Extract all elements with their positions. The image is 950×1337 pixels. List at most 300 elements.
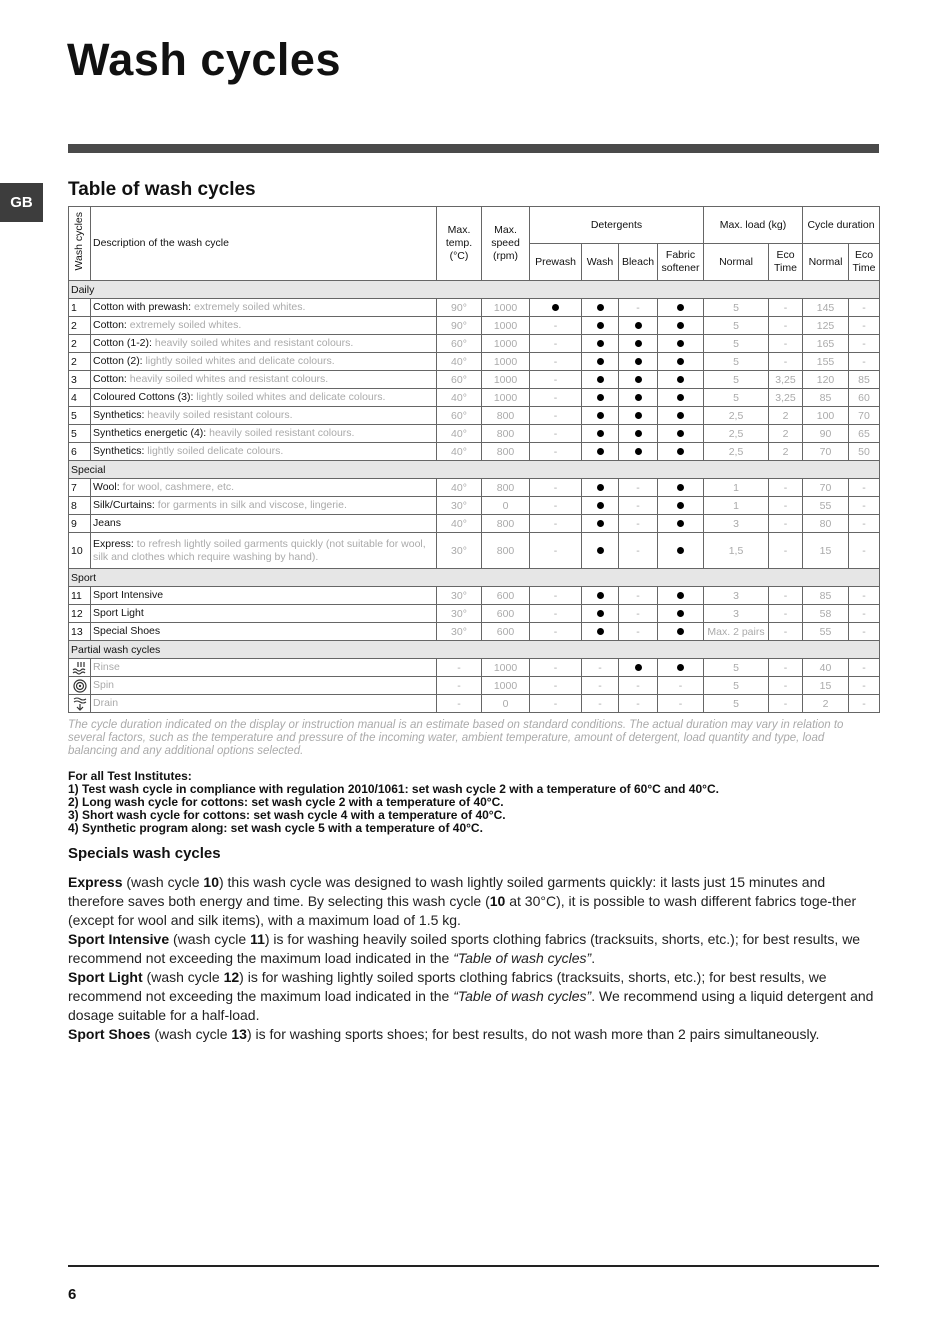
duration-normal: 85: [803, 587, 849, 605]
load-normal: 5: [704, 317, 769, 335]
load-eco: 3,25: [769, 389, 803, 407]
load-normal: 2,5: [704, 425, 769, 443]
page-number: 6: [68, 1286, 77, 1303]
dot-marker: [597, 394, 604, 401]
load-normal: 3: [704, 515, 769, 533]
fabric-softener: [658, 623, 704, 641]
load-eco: -: [769, 299, 803, 317]
load-eco: -: [769, 677, 803, 695]
drain-icon: [69, 695, 91, 713]
header-duration-normal: Normal: [803, 244, 849, 281]
category-label: Daily: [69, 281, 880, 299]
cycle-number: 7: [69, 479, 91, 497]
dot-marker: [677, 484, 684, 491]
test-institutes: [68, 770, 876, 835]
dot-marker: [635, 394, 642, 401]
bleach: -: [619, 695, 658, 713]
header-duration-eco: Eco Time: [849, 244, 880, 281]
prewash: -: [530, 335, 582, 353]
dot-marker: [597, 448, 604, 455]
wash: [582, 299, 619, 317]
institutes-heading: For all Test Institutes:: [68, 769, 192, 783]
bleach: [619, 389, 658, 407]
duration-eco: -: [849, 587, 880, 605]
cycle-description: Synthetics energetic (4): heavily soiled resistant colours.: [91, 425, 437, 443]
dot-marker: [677, 502, 684, 509]
dot-marker: [677, 628, 684, 635]
cycle-number: 6: [69, 443, 91, 461]
duration-normal: 85: [803, 389, 849, 407]
section-title: Table of wash cycles: [68, 179, 256, 200]
express-paragraph: Express (wash cycle 10) this wash cycle was designed to wash lightly soiled garments quickly: it lasts just 15 minutes and therefore saves both energy and time. By selecting this wash cycle (10 at 30°C), it is possible to wash different fabrics toge-ther (except for wool and silk items), with a maximum load of 1.5 kg.: [68, 874, 857, 928]
load-eco: -: [769, 623, 803, 641]
wash: [582, 443, 619, 461]
duration-normal: 145: [803, 299, 849, 317]
duration-eco: -: [849, 497, 880, 515]
wash: [582, 317, 619, 335]
cycle-description: Cotton (2): lightly soiled whites and delicate colours.: [91, 353, 437, 371]
cycle-description: Synthetics: heavily soiled resistant colours.: [91, 407, 437, 425]
dot-marker: [597, 412, 604, 419]
prewash: -: [530, 623, 582, 641]
load-normal: 5: [704, 371, 769, 389]
table-row: [69, 533, 880, 569]
max-temp: 40°: [437, 515, 482, 533]
wash: [582, 533, 619, 569]
max-temp: -: [437, 659, 482, 677]
dot-marker: [677, 304, 684, 311]
institutes-item: 3) Short wash cycle for cottons: set wash cycle 4 with a temperature of 40°C.: [68, 808, 506, 822]
fabric-softener: [658, 335, 704, 353]
duration-eco: 60: [849, 389, 880, 407]
cycle-description: Special Shoes: [91, 623, 437, 641]
duration-eco: -: [849, 659, 880, 677]
duration-normal: 15: [803, 677, 849, 695]
load-eco: -: [769, 335, 803, 353]
max-temp: 60°: [437, 407, 482, 425]
table-row: [69, 605, 880, 623]
dot-marker: [677, 412, 684, 419]
fabric-softener: [658, 443, 704, 461]
fabric-softener: [658, 425, 704, 443]
duration-normal: 70: [803, 443, 849, 461]
specials-body: [68, 873, 878, 1044]
table-row: [69, 479, 880, 497]
duration-eco: -: [849, 515, 880, 533]
category-row: [69, 569, 880, 587]
wash: [582, 623, 619, 641]
table-row: [69, 659, 880, 677]
prewash: -: [530, 659, 582, 677]
duration-eco: -: [849, 677, 880, 695]
bleach: -: [619, 497, 658, 515]
dot-marker: [677, 340, 684, 347]
wash: -: [582, 677, 619, 695]
table-row: [69, 443, 880, 461]
duration-normal: 2: [803, 695, 849, 713]
bleach: -: [619, 533, 658, 569]
prewash: -: [530, 605, 582, 623]
duration-normal: 125: [803, 317, 849, 335]
duration-eco: -: [849, 317, 880, 335]
sport-light-paragraph: Sport Light (wash cycle 12) is for washing lightly soiled sports clothing fabrics (tracksuits, shorts, etc.); for best results, we recommend not exceeding the maximum load indicated in the “Table of wash cycles”. We recommend using a liquid detergent and dosage suitable for a half-load.: [68, 969, 874, 1023]
cycle-description: Cotton with prewash: extremely soiled whites.: [91, 299, 437, 317]
duration-normal: 90: [803, 425, 849, 443]
duration-eco: 65: [849, 425, 880, 443]
load-eco: 3,25: [769, 371, 803, 389]
prewash: -: [530, 371, 582, 389]
cycle-description: Sport Light: [91, 605, 437, 623]
max-temp: 40°: [437, 425, 482, 443]
load-normal: 3: [704, 605, 769, 623]
dot-marker: [597, 430, 604, 437]
fabric-softener: [658, 353, 704, 371]
load-normal: 1,5: [704, 533, 769, 569]
max-temp: 40°: [437, 443, 482, 461]
dot-marker: [677, 610, 684, 617]
bleach: -: [619, 479, 658, 497]
bleach: [619, 353, 658, 371]
table-row: [69, 389, 880, 407]
load-normal: 1: [704, 497, 769, 515]
wash: [582, 407, 619, 425]
cycle-number: 5: [69, 425, 91, 443]
wash-cycles-table: [68, 206, 880, 713]
table-body: [69, 281, 880, 713]
prewash: -: [530, 425, 582, 443]
table-row: [69, 677, 880, 695]
table-row: [69, 317, 880, 335]
bleach: [619, 425, 658, 443]
fabric-softener: -: [658, 695, 704, 713]
fabric-softener: [658, 587, 704, 605]
fabric-softener: [658, 497, 704, 515]
load-eco: 2: [769, 425, 803, 443]
prewash: -: [530, 317, 582, 335]
max-temp: 40°: [437, 353, 482, 371]
fabric-softener: -: [658, 677, 704, 695]
header-load-eco: Eco Time: [769, 244, 803, 281]
bleach: [619, 407, 658, 425]
duration-normal: 55: [803, 623, 849, 641]
max-speed: 1000: [482, 353, 530, 371]
cycle-number: 9: [69, 515, 91, 533]
max-speed: 1000: [482, 371, 530, 389]
bleach: [619, 443, 658, 461]
dot-marker: [635, 430, 642, 437]
load-eco: -: [769, 497, 803, 515]
institutes-item: 2) Long wash cycle for cottons: set wash cycle 2 with a temperature of 40°C.: [68, 795, 504, 809]
max-speed: 800: [482, 479, 530, 497]
bleach: -: [619, 587, 658, 605]
cycle-number: 2: [69, 353, 91, 371]
cycle-description: Silk/Curtains: for garments in silk and viscose, lingerie.: [91, 497, 437, 515]
fabric-softener: [658, 605, 704, 623]
bleach: -: [619, 677, 658, 695]
load-normal: Max. 2 pairs: [704, 623, 769, 641]
max-speed: 1000: [482, 389, 530, 407]
sport-intensive-paragraph: Sport Intensive (wash cycle 11) is for washing heavily soiled sports clothing fabrics (tracksuits, shorts, etc.); for best results, we recommend not exceeding the maximum load indicated in the “Table of wash cycles”.: [68, 931, 861, 966]
max-speed: 600: [482, 623, 530, 641]
wash: [582, 425, 619, 443]
table-row: [69, 695, 880, 713]
prewash: -: [530, 677, 582, 695]
load-eco: -: [769, 587, 803, 605]
cycle-number: 2: [69, 317, 91, 335]
duration-normal: 100: [803, 407, 849, 425]
max-speed: 800: [482, 533, 530, 569]
load-normal: 2,5: [704, 407, 769, 425]
bleach: [619, 371, 658, 389]
cycle-description: Cotton: heavily soiled whites and resistant colours.: [91, 371, 437, 389]
bleach: [619, 659, 658, 677]
dot-marker: [635, 412, 642, 419]
cycle-number: 13: [69, 623, 91, 641]
max-temp: -: [437, 677, 482, 695]
bleach: -: [619, 623, 658, 641]
duration-eco: 70: [849, 407, 880, 425]
load-eco: -: [769, 353, 803, 371]
max-temp: 30°: [437, 605, 482, 623]
load-normal: 5: [704, 677, 769, 695]
duration-eco: 50: [849, 443, 880, 461]
header-max-load: Max. load (kg): [704, 207, 803, 244]
load-eco: -: [769, 515, 803, 533]
cycle-description: Coloured Cottons (3): lightly soiled whites and delicate colours.: [91, 389, 437, 407]
cycle-number: 3: [69, 371, 91, 389]
duration-normal: 80: [803, 515, 849, 533]
max-speed: 800: [482, 407, 530, 425]
load-eco: -: [769, 605, 803, 623]
header-max-speed: Max. speed (rpm): [482, 207, 530, 281]
bleach: [619, 317, 658, 335]
load-normal: 3: [704, 587, 769, 605]
dot-marker: [635, 664, 642, 671]
cycle-description: Express: to refresh lightly soiled garments quickly (not suitable for wool, silk and clothes which require washing by hand).: [91, 533, 437, 569]
page-title: Wash cycles: [67, 34, 341, 85]
institutes-item: 1) Test wash cycle in compliance with regulation 2010/1061: set wash cycle 2 with a temperature of 60°C and 40°C.: [68, 782, 719, 796]
dot-marker: [677, 358, 684, 365]
max-speed: 1000: [482, 659, 530, 677]
load-eco: -: [769, 533, 803, 569]
duration-eco: -: [849, 299, 880, 317]
load-normal: 5: [704, 659, 769, 677]
dot-marker: [677, 520, 684, 527]
cycle-description: Cotton: extremely soiled whites.: [91, 317, 437, 335]
rinse-icon: [69, 659, 91, 677]
bleach: -: [619, 299, 658, 317]
header-max-temp: Max. temp. (°C): [437, 207, 482, 281]
max-speed: 1000: [482, 335, 530, 353]
prewash: -: [530, 497, 582, 515]
header-detergents: Detergents: [530, 207, 704, 244]
dot-marker: [677, 376, 684, 383]
max-temp: -: [437, 695, 482, 713]
fabric-softener: [658, 533, 704, 569]
max-temp: 30°: [437, 533, 482, 569]
cycle-number: 12: [69, 605, 91, 623]
duration-normal: 58: [803, 605, 849, 623]
header-load-normal: Normal: [704, 244, 769, 281]
max-temp: 40°: [437, 479, 482, 497]
table-row: [69, 371, 880, 389]
dot-marker: [635, 322, 642, 329]
cycle-description: Sport Intensive: [91, 587, 437, 605]
prewash: -: [530, 443, 582, 461]
load-eco: 2: [769, 443, 803, 461]
dot-marker: [677, 664, 684, 671]
dot-marker: [635, 358, 642, 365]
max-speed: 0: [482, 695, 530, 713]
wash: [582, 335, 619, 353]
bleach: -: [619, 605, 658, 623]
cycle-description: Jeans: [91, 515, 437, 533]
cycle-description: Cotton (1-2): heavily soiled whites and resistant colours.: [91, 335, 437, 353]
wash: [582, 587, 619, 605]
bleach: -: [619, 515, 658, 533]
prewash: [530, 299, 582, 317]
table-row: [69, 515, 880, 533]
dot-marker: [677, 592, 684, 599]
prewash: -: [530, 515, 582, 533]
load-normal: 5: [704, 353, 769, 371]
fabric-softener: [658, 317, 704, 335]
dot-marker: [635, 340, 642, 347]
dot-marker: [597, 502, 604, 509]
duration-eco: -: [849, 695, 880, 713]
max-temp: 60°: [437, 371, 482, 389]
duration-eco: -: [849, 623, 880, 641]
prewash: -: [530, 407, 582, 425]
load-normal: 2,5: [704, 443, 769, 461]
dot-marker: [677, 322, 684, 329]
dot-marker: [635, 448, 642, 455]
duration-normal: 40: [803, 659, 849, 677]
cycle-number: 2: [69, 335, 91, 353]
duration-normal: 120: [803, 371, 849, 389]
dot-marker: [677, 430, 684, 437]
dot-marker: [597, 322, 604, 329]
table-row: [69, 623, 880, 641]
category-row: [69, 641, 880, 659]
dot-marker: [552, 304, 559, 311]
dot-marker: [597, 376, 604, 383]
load-normal: 5: [704, 695, 769, 713]
footer-rule: [68, 1265, 879, 1267]
duration-eco: 85: [849, 371, 880, 389]
dot-marker: [597, 304, 604, 311]
duration-normal: 55: [803, 497, 849, 515]
cycle-number: 11: [69, 587, 91, 605]
cycle-description: Drain: [91, 695, 437, 713]
cycle-number: 4: [69, 389, 91, 407]
load-normal: 5: [704, 299, 769, 317]
fabric-softener: [658, 389, 704, 407]
dot-marker: [597, 547, 604, 554]
wash: [582, 371, 619, 389]
prewash: -: [530, 389, 582, 407]
wash: [582, 389, 619, 407]
fabric-softener: [658, 299, 704, 317]
header-prewash: Prewash: [530, 244, 582, 281]
max-speed: 1000: [482, 299, 530, 317]
duration-normal: 70: [803, 479, 849, 497]
load-eco: -: [769, 317, 803, 335]
cycle-number: 10: [69, 533, 91, 569]
dot-marker: [597, 340, 604, 347]
institutes-item: 4) Synthetic program along: set wash cycle 5 with a temperature of 40°C.: [68, 821, 483, 835]
duration-eco: -: [849, 605, 880, 623]
duration-eco: -: [849, 533, 880, 569]
max-temp: 90°: [437, 317, 482, 335]
fabric-softener: [658, 479, 704, 497]
duration-normal: 155: [803, 353, 849, 371]
sport-shoes-paragraph: Sport Shoes (wash cycle 13) is for washing sports shoes; for best results, do not wash more than 2 pairs simultaneously.: [68, 1026, 820, 1042]
header-fabric-softener: Fabric softener: [658, 244, 704, 281]
duration-normal: 15: [803, 533, 849, 569]
title-rule: [68, 144, 879, 153]
dot-marker: [597, 358, 604, 365]
header-wash: Wash: [582, 244, 619, 281]
cycle-description: Spin: [91, 677, 437, 695]
cycle-description: Wool: for wool, cashmere, etc.: [91, 479, 437, 497]
dot-marker: [677, 448, 684, 455]
max-temp: 30°: [437, 587, 482, 605]
dot-marker: [597, 592, 604, 599]
prewash: -: [530, 587, 582, 605]
table-row: [69, 335, 880, 353]
load-eco: -: [769, 695, 803, 713]
load-eco: 2: [769, 407, 803, 425]
dot-marker: [677, 394, 684, 401]
prewash: -: [530, 533, 582, 569]
duration-eco: -: [849, 335, 880, 353]
duration-eco: -: [849, 479, 880, 497]
load-normal: 5: [704, 389, 769, 407]
dot-marker: [597, 610, 604, 617]
dot-marker: [597, 628, 604, 635]
max-speed: 0: [482, 497, 530, 515]
max-temp: 30°: [437, 623, 482, 641]
table-row: [69, 299, 880, 317]
fabric-softener: [658, 515, 704, 533]
header-wash-cycles: Wash cycles: [69, 207, 91, 281]
dot-marker: [597, 484, 604, 491]
max-speed: 800: [482, 425, 530, 443]
specials-title: Specials wash cycles: [68, 845, 221, 862]
max-temp: 90°: [437, 299, 482, 317]
wash: -: [582, 695, 619, 713]
category-label: Special: [69, 461, 880, 479]
category-row: [69, 461, 880, 479]
prewash: -: [530, 479, 582, 497]
header-bleach: Bleach: [619, 244, 658, 281]
table-row: [69, 353, 880, 371]
language-tab: GB: [0, 183, 43, 222]
dot-marker: [597, 520, 604, 527]
prewash: -: [530, 695, 582, 713]
dot-marker: [635, 376, 642, 383]
prewash: -: [530, 353, 582, 371]
bleach: [619, 335, 658, 353]
max-temp: 40°: [437, 389, 482, 407]
cycle-number: 8: [69, 497, 91, 515]
fabric-softener: [658, 407, 704, 425]
max-temp: 30°: [437, 497, 482, 515]
cycle-description: Rinse: [91, 659, 437, 677]
duration-eco: -: [849, 353, 880, 371]
max-speed: 600: [482, 587, 530, 605]
